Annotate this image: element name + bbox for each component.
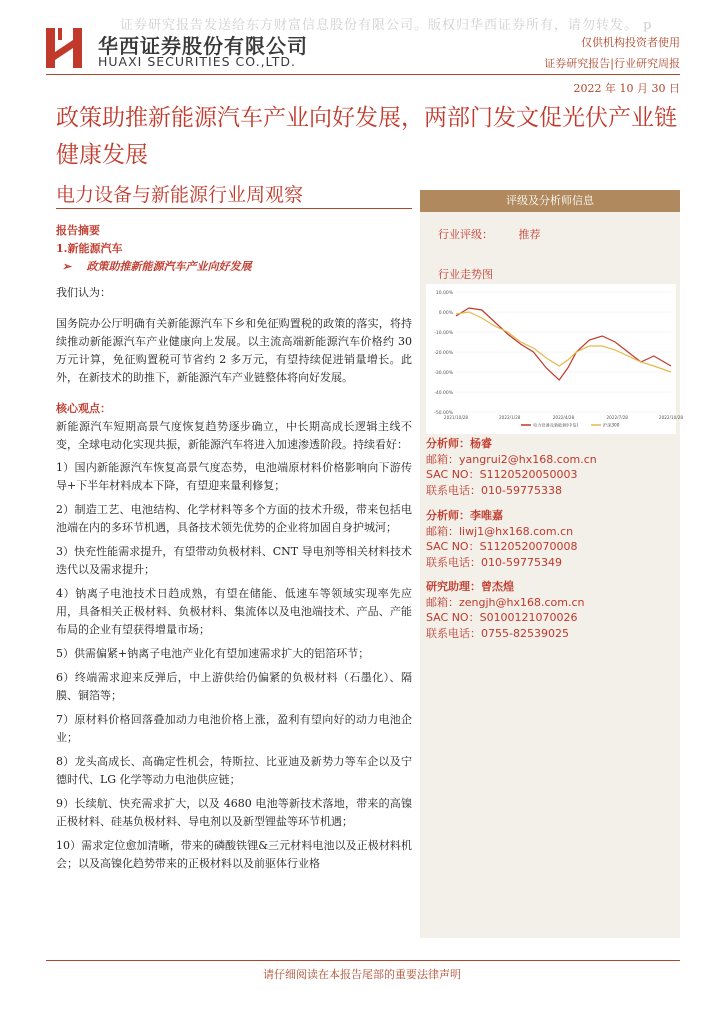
list-item: 9）长续航、快充需求扩大，以及 4680 电池等新技术落地，带来的高镍正极材料、硅基负极材料、导电剂以及新型锂盐等环节机遇；	[56, 797, 412, 828]
analyst-name: 研究助理：曾杰煌	[426, 580, 514, 593]
analyst-email-link[interactable]: zengjh@hx168.com.cn	[459, 595, 585, 609]
y-tick-label: -20.00%	[434, 351, 453, 356]
y-tick-label: -40.00%	[434, 391, 453, 396]
list-item: 1）国内新能源汽车恢复高景气度态势，电池端原材料价格影响向下游传导+下半年材料成本下降，有望迎来量利修复；	[56, 461, 412, 492]
legal-notice: 请仔细阅读在本报告尾部的重要法律声明	[263, 968, 461, 981]
company-name-cn: 华西证券股份有限公司	[98, 34, 308, 58]
analyst-email: 邮箱：zengjh@hx168.com.cn	[426, 595, 585, 609]
rating-label: 行业评级：	[438, 228, 493, 241]
list-item: 5）供需偏紧+钠离子电池产业化有望加速需求扩大的铝箔环节；	[56, 647, 370, 660]
y-tick-label: 10.00%	[435, 291, 453, 296]
analyst-email-link[interactable]: liwj1@hx168.com.cn	[459, 524, 574, 538]
core-view-paragraph: 新能源汽车短期高景气度恢复趋势逐步确立，中长期高成长逻辑主线不变，全球电动化实现共振，新能源汽车将进入加速渗透阶段。持续看好：	[56, 420, 412, 451]
bullet-heading	[56, 258, 412, 276]
trend-chart-label: 行业走势图	[438, 268, 493, 281]
list-item: 8）龙头高成长、高确定性机会，特斯拉、比亚迪及新势力等车企以及宁德时代、LG 化学等动力电池供应链；	[56, 755, 412, 786]
header-divider	[46, 74, 680, 75]
rating-value: 推荐	[518, 228, 541, 241]
bullet-heading-text: 政策助推新能源汽车产业向好发展	[86, 260, 252, 273]
legend-label: 电力设备及新能源(中信)	[533, 422, 579, 428]
analyst-card	[426, 579, 585, 641]
list-item: 7）原材料价格回落叠加动力电池价格上涨，盈利有望向好的动力电池企业；	[56, 713, 412, 744]
summary-column	[56, 222, 412, 879]
y-tick-label: -10.00%	[434, 331, 453, 336]
series-line-csi300	[456, 312, 671, 372]
industry-trend-chart	[426, 284, 684, 434]
summary-heading: 报告摘要	[56, 224, 100, 237]
y-tick-label: -30.00%	[434, 371, 453, 376]
analyst-name: 分析师：李唯嘉	[426, 509, 503, 522]
section-heading-nev: 1.新能源汽车	[56, 242, 123, 255]
list-item: 10）需求定位愈加清晰，带来的磷酸铁锂&三元材料电池以及正极材料机会；以及高镍化趋势带来的正极材料以及前驱体行业格	[56, 839, 412, 870]
subtitle-divider	[56, 208, 412, 209]
report-title: 政策助推新能源汽车产业向好发展，两部门发文促光伏产业链健康发展	[56, 105, 677, 168]
x-tick-label: 2022/1/28	[499, 415, 521, 420]
core-view-heading: 核心观点：	[56, 402, 111, 415]
list-item: 3）快充性能需求提升，有望带动负极材料、CNT 导电剂等相关材料技术迭代以及需求提升；	[56, 545, 412, 576]
y-tick-label: -50.00%	[434, 411, 453, 416]
analyst-phone: 联系电话：010-59775349	[426, 555, 562, 569]
we-think-label: 我们认为：	[56, 286, 111, 299]
x-tick-label: 2021/10/28	[443, 415, 469, 420]
huaxi-logo	[46, 26, 86, 70]
report-subtitle: 电力设备与新能源行业周观察	[56, 184, 304, 206]
rating-row	[438, 226, 541, 242]
analyst-card	[426, 508, 578, 570]
x-tick-label: 2022/7/28	[606, 415, 628, 420]
analyst-phone: 联系电话：0755-82539025	[426, 626, 569, 640]
list-item: 6）终端需求迎来反弹后，中上游供给仍偏紧的负极材料（石墨化）、隔膜、铜箔等；	[56, 671, 412, 702]
summary-paragraph: 国务院办公厅明确有关新能源汽车下乡和免征购置税的政策的落实，将持续推动新能源汽车产业健康向上发展。以主流高端新能源汽车价格约 30 万元计算，免征购置税可节省约 2 多万元，有望持续促进销量增长。此外，在新技术的助推下，新能源汽车产业链整体将向好发展。	[56, 317, 412, 384]
sidebar-header: 评级及分析师信息	[420, 190, 680, 212]
list-item: 2）制造工艺、电池结构、化学材料等多个方面的技术升级，带来包括电池端在内的多环节机遇，具备技术领先优势的企业将加固自身护城河；	[56, 503, 412, 534]
report-date: 2022 年 10 月 30 日	[573, 82, 680, 95]
investor-only-note: 仅供机构投资者使用	[581, 36, 680, 49]
analyst-phone: 联系电话：010-59775338	[426, 483, 562, 497]
watermark: 证券研究报告发送给东方财富信息股份有限公司。版权归华西证券所有，请勿转发。 p	[120, 18, 653, 33]
analyst-card	[426, 436, 597, 498]
analyst-sac: SAC NO：S1120520070008	[426, 540, 578, 553]
series-line-industry	[456, 308, 671, 380]
analyst-email-link[interactable]: yangrui2@hx168.com.cn	[459, 452, 597, 466]
analyst-email: 邮箱：yangrui2@hx168.com.cn	[426, 452, 597, 466]
footer-divider	[46, 960, 680, 961]
list-item: 4）钠离子电池技术日趋成熟，有望在储能、低速车等领域实现率先应用，具备相关正极材料、负极材料、集流体以及电池端技术、产品、产能布局的企业有望获得增量市场；	[56, 587, 412, 636]
x-tick-label: 2022/4/28	[552, 415, 575, 420]
y-tick-label: 0.00%	[438, 311, 453, 316]
x-tick-label: 2022/10/28	[658, 415, 684, 420]
legend-label: 沪深300	[603, 422, 620, 428]
report-type: 证券研究报告|行业研究周报	[544, 57, 680, 70]
analyst-sac: SAC NO：S1120520050003	[426, 468, 578, 481]
analyst-name: 分析师：杨睿	[426, 437, 492, 450]
company-name-en: HUAXI SECURITIES CO.,LTD.	[98, 54, 297, 69]
analyst-sidebar	[420, 190, 684, 938]
analyst-email: 邮箱：liwj1@hx168.com.cn	[426, 524, 574, 538]
bullet-arrow-icon: ➢	[62, 260, 72, 273]
analyst-sac: SAC NO：S0100121070026	[426, 611, 578, 624]
